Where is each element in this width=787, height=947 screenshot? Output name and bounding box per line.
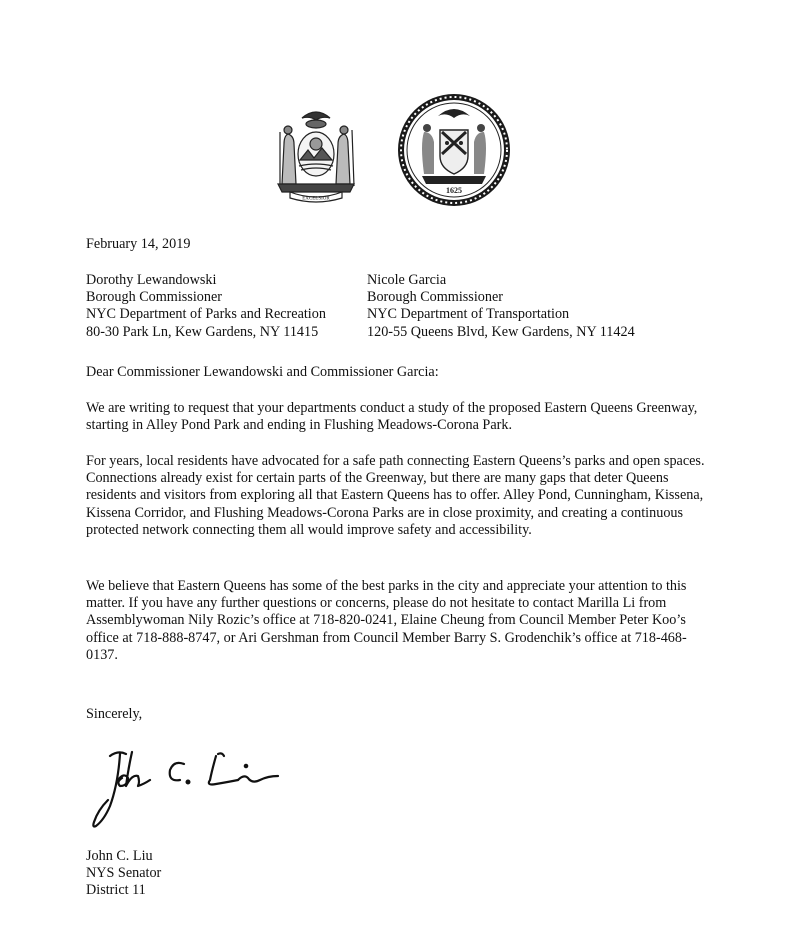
letter-date: February 14, 2019 (86, 236, 191, 252)
handwritten-signature-icon (88, 740, 298, 830)
sender-name: John C. Liu (86, 848, 153, 864)
state-seal-motto: EXCELSIOR (302, 196, 330, 202)
recipient-address: 80-30 Park Ln, Kew Gardens, NY 11415 (86, 323, 319, 340)
new-york-state-seal-icon (266, 104, 366, 204)
sender-title: NYS Senator (86, 865, 162, 882)
recipient-name: Nicole Garcia (367, 272, 447, 288)
body-paragraph: We believe that Eastern Queens has some of the best parks in the city and appreciate your attention to this matter. If you have any further questions or concerns, please do not hesitate to contact Marilla Li from Assemblywoman Nily Rozic’s office at 718-820-0241, Elaine Cheung from Council Member Peter Koo’s office at 718-888-8747, or Ari Gershman from Council Member Barry S. Grodenchik’s office at 718-468-0137. (86, 578, 687, 663)
city-seal-year: 1625 (446, 186, 462, 195)
sender-district: District 11 (86, 882, 146, 899)
salutation: Dear Commissioner Lewandowski and Commissioner Garcia: (86, 364, 439, 380)
recipient-department: NYC Department of Transportation (367, 306, 570, 323)
sender-block (86, 848, 161, 900)
recipient-department: NYC Department of Parks and Recreation (86, 306, 326, 323)
body-paragraph: We are writing to request that your departments conduct a study of the proposed Eastern Queens Greenway, starting in Alley Pond Park and ending in Flushing Meadows-Corona Park. (86, 400, 698, 434)
recipient-address: 120-55 Queens Blvd, Kew Gardens, NY 11424 (367, 323, 635, 340)
closing: Sincerely, (86, 706, 143, 722)
recipient-block-left (86, 272, 326, 341)
recipient-name: Dorothy Lewandowski (86, 272, 217, 288)
body-paragraph: For years, local residents have advocated for a safe path connecting Eastern Queens’s parks and open spaces. Connections already exist for certain parts of the Greenway, but there are many gaps that deter Queens residents and visitors from exploring all that Eastern Queens has to offer. Alley Pond, Cunningham, Kissena, Kissena Corridor, and Flushing Meadows-Corona Parks are in close proximity, and creating a continuous protected network connecting them all would improve safety and accessibility. (86, 453, 705, 538)
recipient-title: Borough Commissioner (86, 289, 222, 306)
recipient-title: Borough Commissioner (367, 289, 503, 306)
new-york-city-seal-icon (396, 92, 512, 208)
recipient-block-right (367, 272, 635, 341)
